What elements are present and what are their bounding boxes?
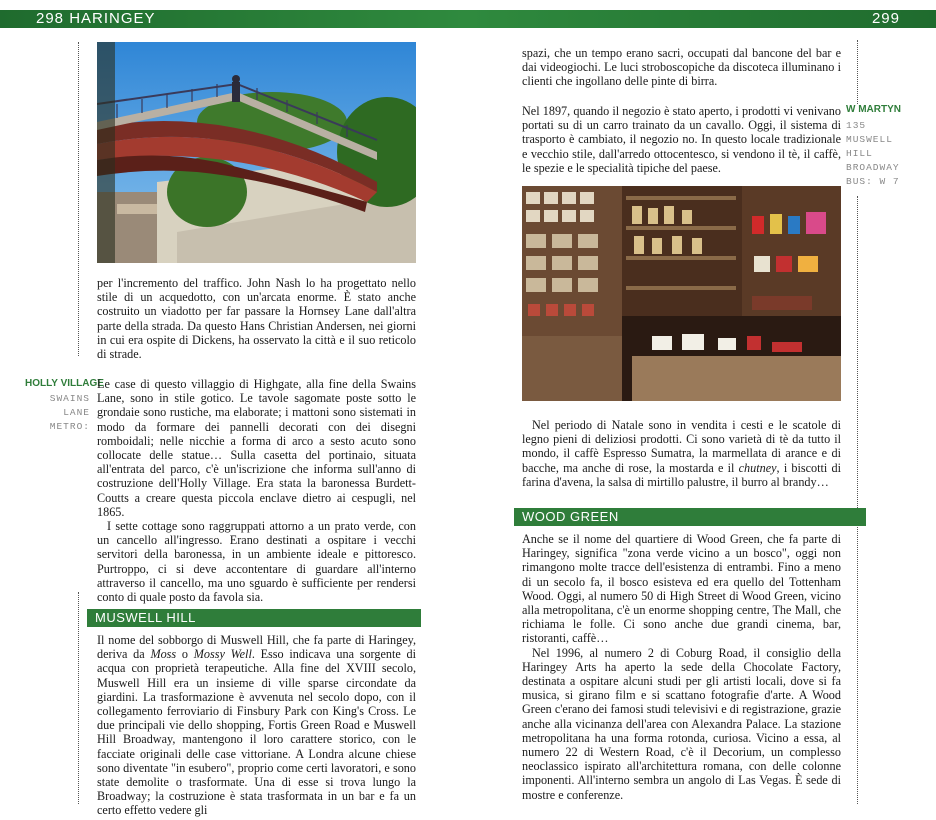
martyn-addr-line: BUS: W 7 (846, 176, 900, 187)
right-margin-rule-lower (857, 196, 858, 804)
wood-green-section-header: WOOD GREEN (514, 508, 866, 526)
martyn-addr-line: HILL (846, 148, 873, 159)
holly-addr-line: SWAINS (49, 393, 90, 404)
holly-addr-line: LANE (63, 407, 90, 418)
left-margin-rule (78, 42, 79, 356)
martyn-addr-line: BROADWAY (846, 162, 900, 173)
holly-village-address (20, 392, 90, 434)
martyn-addr-line: MUSWELL (846, 134, 893, 145)
archway-bridge-photo (97, 42, 416, 263)
muswell-hill-text (97, 633, 416, 818)
martyn-addr-line: 135 (846, 120, 867, 131)
w-martyn-address (846, 119, 900, 189)
bar-continuation-paragraph: spazi, che un tempo erano sacri, occupati dal bancone del bar e dai videogiochi. Le luci stroboscopiche da discoteca illuminano i clienti che ingollano delle pinte di birra. (522, 46, 841, 89)
w-martyn-title: W MARTYN (846, 104, 901, 115)
christmas-paragraph: Nel periodo di Natale sono in vendita i cesti e le scatole di legno pieni di deliziosi prodotti. Ci sono varietà di tè da tutto il mondo, il caffè Espresso Sumatra, la marmellata di arance e di bacche, ma anche di rose, la mostarda e il chutney, i biscotti di farina d'avena, la salsa di mirtillo palustre, il burro al brandy… (522, 418, 841, 489)
holly-village-text (97, 377, 416, 604)
right-margin-rule (857, 40, 858, 104)
holly-addr-line: METRO: (49, 421, 90, 432)
left-page-header: 298 HARINGEY (36, 10, 156, 27)
bridge-description-paragraph: per l'incremento del traffico. John Nash lo ha progettato nello stile di un acquedotto, con un'arcata enorme. È stato anche costruito un viadotto per far passare la Hornsey Lane dall'altra parte della strada. Da questo Hans Christian Andersen, nei giorni in cui era ospite di Dickens, ha osservato la città e il suo reticolo di strade. (97, 276, 416, 362)
holly-village-paragraph-1: Le case di questo villaggio di Highgate, alla fine della Swains Lane, sono in stile gotico. Le tavole sagomate poste sotto le grondaie sono rustiche, ma elaborate; i mattoni sono sistemati in modo da formare dei pannelli decorati con dei disegni romboidali; nelle nicchie a forma di arco a sesto acuto sono collocate delle statue… Sulla casetta del portinaio, situata all'entrata del parco, c'è un'iscrizione che informa sull'anno di costruzione dell'Holly Village. Era stata la baronessa Burdett-Coutts a creare questa piccola enclave dietro ai cespugli, nel 1865. (97, 377, 416, 519)
shop-interior-photo (522, 186, 841, 401)
left-margin-rule-lower (78, 592, 79, 804)
wood-green-paragraph-2: Nel 1996, al numero 2 di Coburg Road, il consiglio della Haringey Arts ha aperto la sede della Chocolate Factory, destinata a ospitare alcuni studi per gli artisti locali, dove si fa musica, si girano film e si scattano fotografie d'arte. A Wood Green c'erano dei famosi studi televisivi e di registrazione, grazie anche alla vicinanza dell'area con Alexandra Palace. La stazione metropolitana ha una forma rotonda, curiosa. Vicino a essa, al numero 22 di Western Road, c'è il Decorium, un complesso neoclassico ispirato all'architettura romana, con delle colonne imponenti. All'interno sembra un angolo di Las Vegas. È sede di mostre e conferenze. (522, 645, 841, 802)
wood-green-text (522, 532, 841, 802)
wood-green-paragraph-1: Anche se il nome del quartiere di Wood Green, che fa parte di Haringey, significa "zona verde vicino a un bosco", oggi non rimangono molte tracce dell'esistenza di entrambi. Fino a meno di un secolo fa, il bosco esisteva ed era quello del Tottenham Wood. Oggi, al numero 50 di High Street di Wood Green, vicino alla metropolitana, c'è un enorme shopping centre, The Mall, che richiama le folle. Ci sono anche due grandi cinema, bar, ristoranti, caffè… (522, 532, 841, 646)
muswell-hill-paragraph: Il nome del sobborgo di Muswell Hill, che fa parte di Haringey, deriva da Moss o Mossy Well. Esso indicava una sorgente di acqua con proprietà terapeutiche. Alla fine del XVIII secolo, Muswell Hill era un insieme di ville sparse circondate da giardini. La trasformazione è avvenuta nel secolo dopo, con il collegamento ferroviario di Finsbury Park con King's Cross. Le due principali vie dello shopping, Fortis Green Road e Muswell Hill Broadway, mantengono il loro carattere storico, con le facciate originali delle case vittoriane. A Londra alcune chiese sono diventate "in esubero", proprio come certi lavoratori, e sono state demolite o trasformate. Una di esse si trova lungo la Broadway; la costruzione è stata trasformata in un bar e fa un certo effetto vedere gli (97, 633, 416, 818)
muswell-hill-section-header: MUSWELL HILL (87, 609, 421, 627)
w-martyn-history-paragraph: Nel 1897, quando il negozio è stato aperto, i prodotti vi venivano portati su di un carro trainato da un cavallo. Oggi, il sistema di trasporto è cambiato, il negozio no. In questo locale tradizionale e vecchio stile, dall'arredo ottocentesco, si vendono il tè, il caffè, le spezie e le specialità tipiche del paese. (522, 104, 841, 175)
holly-village-title: HOLLY VILLAGE (25, 378, 104, 389)
right-page-number: 299 (871, 10, 900, 27)
holly-village-paragraph-2: I sette cottage sono raggruppati attorno a un prato verde, con un cancello all'ingresso. Erano destinati a ospitare i vecchi servitori della baronessa, in un ambiente ideale e pittoresco. Purtroppo, ci si deve accontentare di guardare all'interno attraverso il cancello, ma uno sguardo è sufficiente per rendersi conto di quale posto da favola sia. (97, 519, 416, 605)
